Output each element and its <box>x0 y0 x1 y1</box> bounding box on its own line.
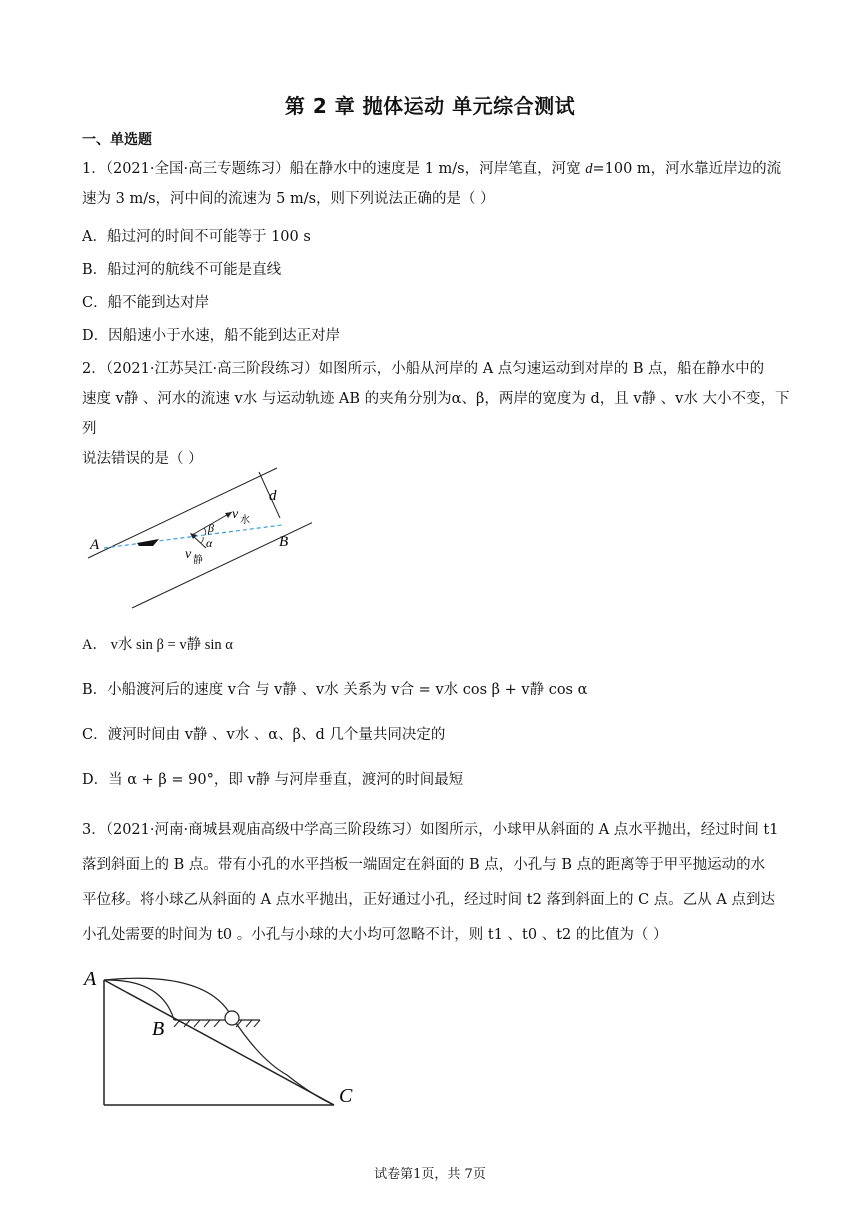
section-heading: 一、单选题 <box>82 132 152 148</box>
q3-line-4: 小孔处需要的时间为 t0 。小孔与小球的大小均可忽略不计，则 t1 、t0 、t2 的比值为（ ） <box>82 927 668 943</box>
q2-option-a: A． v水 sin β = v静 sin α <box>82 637 233 653</box>
label-A: A <box>90 537 100 553</box>
q3-line-1: 3．（2021·河南·商城县观庙高级中学高三阶段练习）如图所示，小球甲从斜面的 A 点水平抛出，经过时间 t1 <box>82 822 779 838</box>
q2-stem <box>82 354 792 474</box>
label-C: C <box>339 1085 353 1107</box>
small-hole-ball <box>225 1011 239 1025</box>
q2-option-b: B．小船渡河后的速度 v合 与 v静 、v水 关系为 v合 = v水 cos β + v静 cos α <box>82 682 588 698</box>
q1-stem-a: 1．（2021·全国·高三专题练习）船在静水中的速度是 1 m/s，河岸笔直，河宽 <box>82 161 586 177</box>
angle-alpha-arc <box>201 537 203 543</box>
q2-river-figure <box>82 462 312 612</box>
river-bank-upper <box>88 468 277 558</box>
page-footer: 试卷第1页，共 7页 <box>374 1167 486 1182</box>
q1-stem-b: =100 m，河水靠近岸边的流 <box>592 161 782 177</box>
q1-option-a: A．船过河的时间不可能等于 100 s <box>82 229 311 245</box>
baffle-hatching <box>174 1020 260 1027</box>
q2-option-c: C．渡河时间由 v静 、v水 、α、β、d 几个量共同决定的 <box>82 727 446 743</box>
incline-slope <box>104 980 334 1105</box>
q1-stem-c: 速为 3 m/s，河中间的流速为 5 m/s，则下列说法正确的是（ ） <box>82 191 495 207</box>
river-bank-lower <box>132 518 312 608</box>
label-B: B <box>279 534 289 550</box>
q2-option-d: D．当 α + β = 90°，即 v静 与河岸垂直，渡河的时间最短 <box>82 772 464 788</box>
q2-line-1: 2．（2021·江苏吴江·高三阶段练习）如图所示，小船从河岸的 A 点匀速运动到对岸的 B 点，船在静水中的 <box>82 361 765 377</box>
boat-icon <box>137 539 159 546</box>
q2-line-2: 速度 v静 、河水的流速 v水 与运动轨迹 AB 的夹角分别为α、β，两岸的宽度为 d，且 v静 、v水 大小不变，下列 <box>82 391 790 437</box>
label-alpha: α <box>206 536 213 550</box>
label-v-water: v <box>232 507 239 522</box>
q1-option-b: B．船过河的航线不可能是直线 <box>82 262 282 278</box>
label-beta: β <box>208 521 214 535</box>
q1-stem-d: d <box>585 161 593 177</box>
q1-option-d: D．因船速小于水速，船不能到达正对岸 <box>82 328 341 344</box>
label-v-still: v <box>185 547 192 562</box>
q3-line-2: 落到斜面上的 B 点。带有小孔的水平挡板一端固定在斜面的 B 点，小孔与 B 点的距离等于甲平抛运动的水 <box>82 857 766 873</box>
q3-line-3: 平位移。将小球乙从斜面的 A 点水平抛出，正好通过小孔，经过时间 t2 落到斜面上的 C 点。乙从 A 点到达 <box>82 892 775 908</box>
label-v-water-sub: 水 <box>240 515 250 526</box>
label-A: A <box>84 968 97 990</box>
q3-incline-figure <box>82 965 372 1115</box>
page-title: 第 2 章 抛体运动 单元综合测试 <box>284 94 576 118</box>
angle-beta-arc <box>204 528 206 535</box>
q3-stem <box>82 813 792 953</box>
label-v-still-sub: 静 <box>193 555 203 566</box>
q1-option-c: C．船不能到达对岸 <box>82 295 210 311</box>
label-B: B <box>152 1018 165 1040</box>
q1-stem <box>82 154 782 214</box>
label-d: d <box>269 488 277 504</box>
q2-line-3: 说法错误的是（ ） <box>82 451 203 467</box>
